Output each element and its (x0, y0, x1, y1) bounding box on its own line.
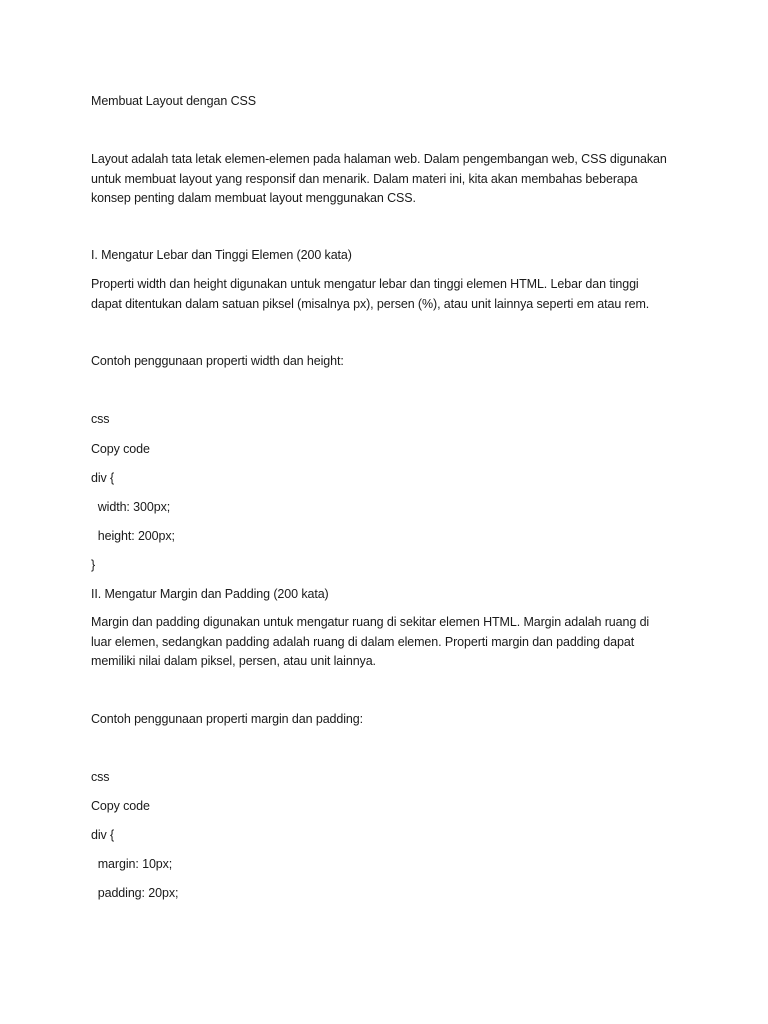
section1-example-label: Contoh penggunaan properti width dan height: (91, 354, 344, 368)
section1-code-line: width: 300px; (91, 500, 171, 514)
section2-code-line: margin: 10px; (91, 857, 173, 871)
section2-code-lang: css (91, 770, 110, 784)
section1-copy-code: Copy code (91, 442, 150, 456)
intro-line: untuk membuat layout yang responsif dan menarik. Dalam materi ini, kita akan membahas beberapa (91, 171, 638, 186)
section2-code-line: div { (91, 828, 115, 842)
section2-code-line: padding: 20px; (91, 886, 179, 900)
section2-example-label: Contoh penggunaan properti margin dan padding: (91, 712, 363, 726)
section1-code-line: } (91, 558, 96, 572)
section1-code-lang: css (91, 412, 110, 426)
section2-heading: II. Mengatur Margin dan Padding (200 kata) (91, 587, 329, 601)
section1-line: dapat ditentukan dalam satuan piksel (misalnya px), persen (%), atau unit lainnya seperti em atau rem. (91, 296, 650, 311)
intro-line: Layout adalah tata letak elemen-elemen pada halaman web. Dalam pengembangan web, CSS digunakan (91, 152, 667, 166)
section2-line: memiliki nilai dalam piksel, persen, atau unit lainnya. (91, 654, 376, 668)
section2-line: luar elemen, sedangkan padding adalah ruang di dalam elemen. Properti margin dan padding dapat (91, 634, 635, 649)
intro-paragraph (91, 150, 691, 209)
section2-copy-code: Copy code (91, 799, 150, 813)
document-title: Membuat Layout dengan CSS (91, 94, 256, 108)
section2-line: Margin dan padding digunakan untuk mengatur ruang di sekitar elemen HTML. Margin adalah ruang di (91, 615, 650, 629)
intro-line: konsep penting dalam membuat layout menggunakan CSS. (91, 191, 416, 205)
section1-heading: I. Mengatur Lebar dan Tinggi Elemen (200 kata) (91, 248, 352, 262)
section1-paragraph (91, 275, 691, 314)
section2-paragraph (91, 613, 691, 672)
section1-code-line: div { (91, 471, 115, 485)
section1-line: Properti width dan height digunakan untuk mengatur lebar dan tinggi elemen HTML. Lebar dan tinggi (91, 277, 639, 291)
section1-code-line: height: 200px; (91, 529, 175, 543)
